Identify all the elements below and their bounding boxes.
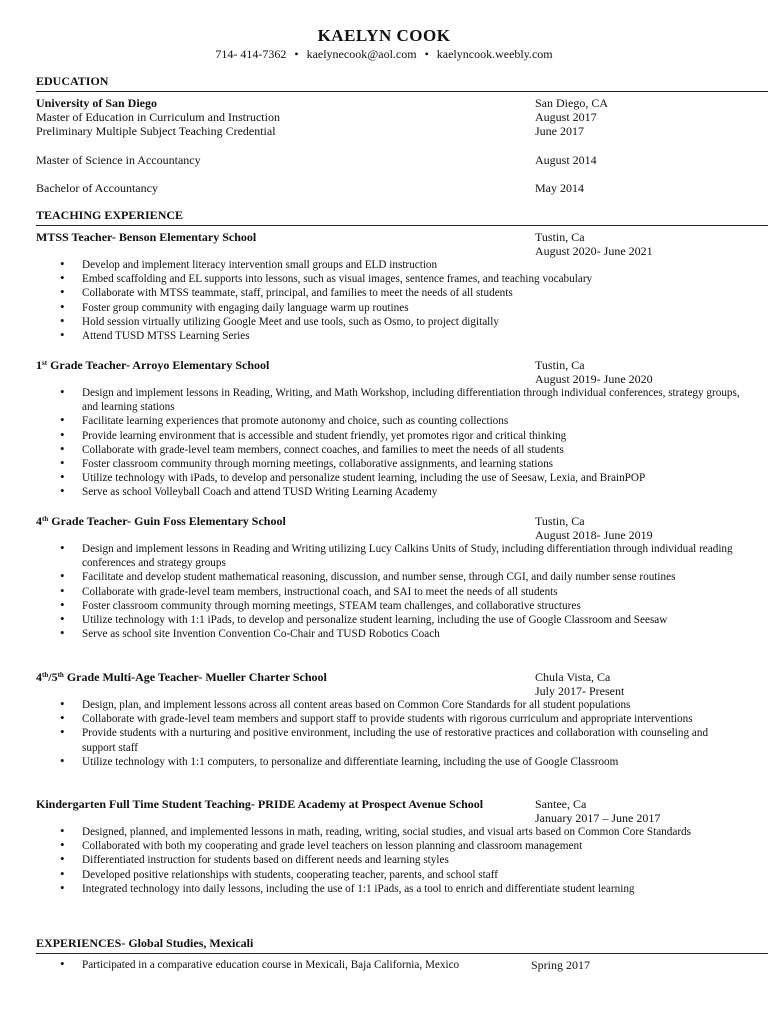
degree-title: Master of Science in Accountancy bbox=[36, 153, 201, 167]
list-item: • Attend TUSD MTSS Learning Series bbox=[36, 329, 744, 343]
section-divider bbox=[36, 225, 768, 226]
list-item: • Foster group community with engaging daily language warm up routines bbox=[36, 301, 744, 315]
contact-line bbox=[0, 47, 768, 62]
list-item: • Utilize technology with iPads, to develop and personalize student learning, including the use of Seesaw, Lexia, and BrainPOP bbox=[36, 471, 744, 485]
credential-title: Preliminary Multiple Subject Teaching Credential bbox=[36, 124, 276, 138]
degree-title: Bachelor of Accountancy bbox=[36, 181, 158, 195]
list-item: • Foster classroom community through morning meetings, collaborative assignments, and learning stations bbox=[36, 457, 744, 471]
school-name: University of San Diego bbox=[36, 96, 157, 110]
job-bullet-list bbox=[36, 542, 744, 641]
ordinal-suffix: st bbox=[42, 359, 48, 367]
grade-number: /5 bbox=[48, 670, 58, 684]
grade-number: 1 bbox=[36, 358, 42, 372]
credential-date: June 2017 bbox=[535, 124, 584, 138]
job-title bbox=[36, 514, 286, 528]
degree-date: August 2017 bbox=[535, 110, 597, 124]
experiences-bullet-list bbox=[36, 958, 744, 972]
job-location: Tustin, Ca bbox=[535, 358, 585, 372]
job-dates: August 2019- June 2020 bbox=[535, 372, 653, 386]
degree-title: Master of Education in Curriculum and Instruction bbox=[36, 110, 280, 124]
job-title bbox=[36, 670, 327, 684]
list-item: • Differentiated instruction for students based on different needs and learning styles bbox=[36, 853, 744, 867]
experiences-heading: EXPERIENCES- Global Studies, Mexicali bbox=[36, 936, 254, 950]
ordinal-suffix: th bbox=[42, 515, 49, 523]
job-dates: August 2018- June 2019 bbox=[535, 528, 653, 542]
section-divider bbox=[36, 953, 768, 954]
grade-number: 4 bbox=[36, 514, 42, 528]
job-bullet-list bbox=[36, 698, 744, 769]
job-location: Tustin, Ca bbox=[535, 514, 585, 528]
section-divider bbox=[36, 91, 768, 92]
degree-date: August 2014 bbox=[535, 153, 597, 167]
separator-dot: • bbox=[294, 47, 299, 61]
list-item: • Provide students with a nurturing and positive environment, including the use of restorative practices and collaboration with counseling and support staff bbox=[36, 726, 744, 754]
job-title-text: Grade Teacher- Guin Foss Elementary School bbox=[48, 514, 286, 528]
list-item: • Design and implement lessons in Reading and Writing utilizing Lucy Calkins Units of Study, including differentiation through individual reading conferences and strategy groups bbox=[36, 542, 744, 570]
list-item: • Provide learning environment that is accessible and student friendly, yet promotes rigor and critical thinking bbox=[36, 429, 744, 443]
list-item: • Collaborate with grade-level team members and support staff to provide students with rigorous curriculum and appropriate interventions bbox=[36, 712, 744, 726]
job-bullet-list bbox=[36, 386, 744, 500]
list-item: • Hold session virtually utilizing Google Meet and use tools, such as Osmo, to project digitally bbox=[36, 315, 744, 329]
list-item: • Collaborate with grade-level team members, connect coaches, and families to meet the needs of all students bbox=[36, 443, 744, 457]
education-heading: EDUCATION bbox=[36, 74, 109, 88]
list-item: • Utilize technology with 1:1 computers, to personalize and differentiate learning, including the use of Google Classroom bbox=[36, 755, 744, 769]
list-item: • Facilitate learning experiences that promote autonomy and choice, such as counting collections bbox=[36, 414, 744, 428]
job-title bbox=[36, 358, 269, 372]
ordinal-suffix: th bbox=[42, 671, 49, 679]
job-title-text: Grade Teacher- Arroyo Elementary School bbox=[47, 358, 270, 372]
list-item: • Foster classroom community through morning meetings, STEAM team challenges, and collaborative structures bbox=[36, 599, 744, 613]
job-title-text: Grade Multi-Age Teacher- Mueller Charter School bbox=[63, 670, 327, 684]
phone-number: 714- 414-7362 bbox=[215, 47, 287, 61]
job-dates: August 2020- June 2021 bbox=[535, 244, 653, 258]
job-location: Tustin, Ca bbox=[535, 230, 585, 244]
list-item: • Collaborate with grade-level team members, instructional coach, and SAI to meet the needs of all students bbox=[36, 585, 744, 599]
job-title: MTSS Teacher- Benson Elementary School bbox=[36, 230, 257, 244]
list-item: • Develop and implement literacy intervention small groups and ELD instruction bbox=[36, 258, 744, 272]
list-item: • Participated in a comparative education course in Mexicali, Baja California, Mexico bbox=[36, 958, 744, 972]
list-item: • Facilitate and develop student mathematical reasoning, discussion, and number sense, through CGI, and daily number sense routines bbox=[36, 570, 744, 584]
separator-dot: • bbox=[424, 47, 429, 61]
list-item: • Serve as school site Invention Convention Co-Chair and TUSD Robotics Coach bbox=[36, 627, 744, 641]
grade-number: 4 bbox=[36, 670, 42, 684]
job-location: Chula Vista, Ca bbox=[535, 670, 611, 684]
candidate-name: KAELYN COOK bbox=[317, 26, 451, 45]
experience-date: Spring 2017 bbox=[531, 958, 591, 972]
list-item: • Collaborated with both my cooperating and grade level teachers on lesson planning and classroom management bbox=[36, 839, 744, 853]
list-item: • Design, plan, and implement lessons across all content areas based on Common Core Standards for all student populations bbox=[36, 698, 744, 712]
list-item: • Developed positive relationships with students, cooperating teacher, parents, and school staff bbox=[36, 868, 744, 882]
list-item: • Designed, planned, and implemented lessons in math, reading, writing, social studies, and visual arts based on Common Core Standards bbox=[36, 825, 744, 839]
list-item: • Collaborate with MTSS teammate, staff, principal, and families to meet the needs of all students bbox=[36, 286, 744, 300]
job-title: Kindergarten Full Time Student Teaching- PRIDE Academy at Prospect Avenue School bbox=[36, 797, 484, 811]
ordinal-suffix: th bbox=[57, 671, 64, 679]
school-location: San Diego, CA bbox=[535, 96, 608, 110]
list-item: • Utilize technology with 1:1 iPads, to develop and personalize student learning, including the use of Google Classroom and Seesaw bbox=[36, 613, 744, 627]
job-dates: July 2017- Present bbox=[535, 684, 625, 698]
degree-date: May 2014 bbox=[535, 181, 584, 195]
job-bullet-list bbox=[36, 258, 744, 343]
email-address[interactable]: kaelynecook@aol.com bbox=[306, 47, 417, 61]
list-item: • Design and implement lessons in Reading, Writing, and Math Workshop, including differentiation through individual conferences, strategy groups, and learning stations bbox=[36, 386, 744, 414]
job-dates: January 2017 – June 2017 bbox=[535, 811, 661, 825]
list-item: • Embed scaffolding and EL supports into lessons, such as visual images, sentence frames, and teaching vocabulary bbox=[36, 272, 744, 286]
list-item: • Serve as school Volleyball Coach and attend TUSD Writing Learning Academy bbox=[36, 485, 744, 499]
teaching-experience-heading: TEACHING EXPERIENCE bbox=[36, 208, 184, 222]
website-link[interactable]: kaelyncook.weebly.com bbox=[436, 47, 553, 61]
job-location: Santee, Ca bbox=[535, 797, 587, 811]
list-item: • Integrated technology into daily lessons, including the use of 1:1 iPads, as a tool to enrich and differentiate student learning bbox=[36, 882, 744, 896]
job-bullet-list bbox=[36, 825, 744, 896]
